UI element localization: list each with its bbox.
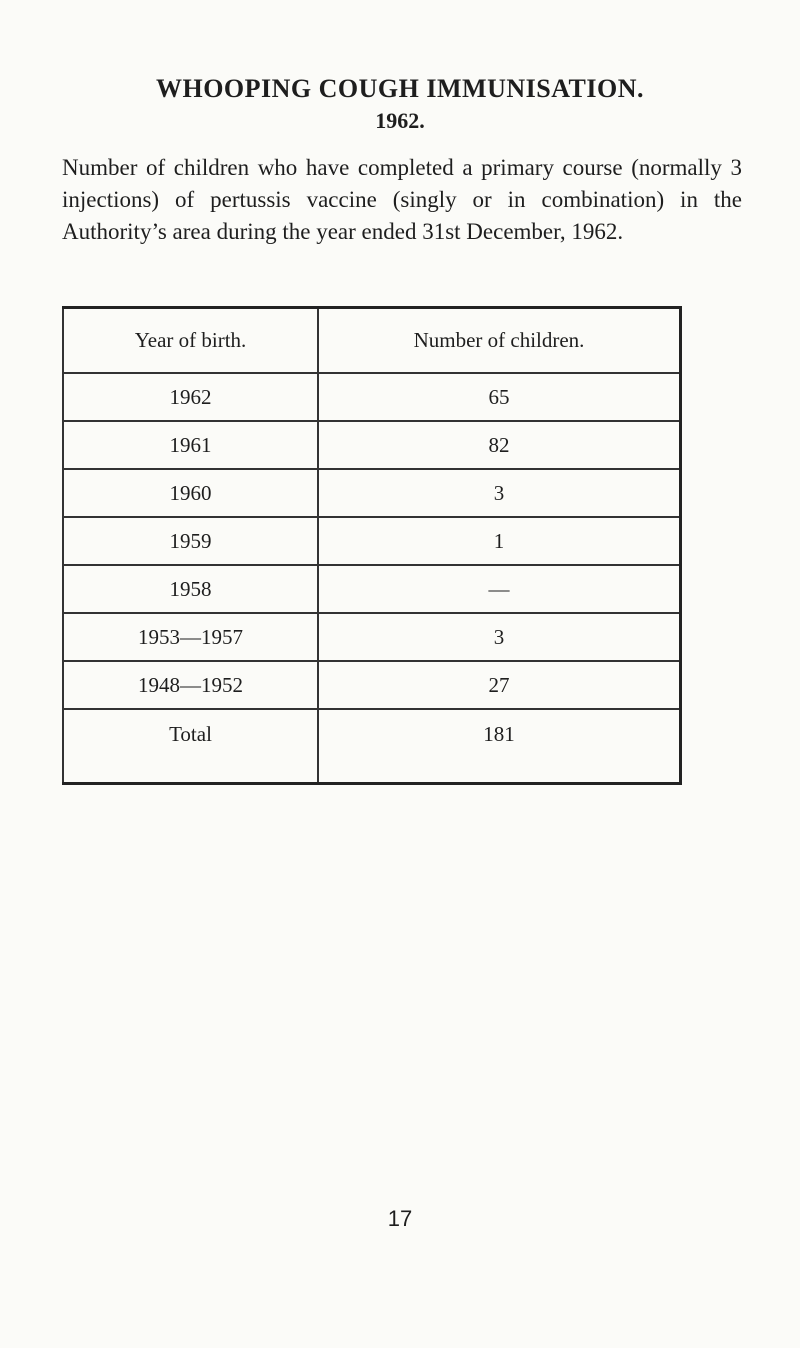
cell-count: 1 — [318, 517, 681, 565]
table-total-row — [63, 709, 681, 784]
cell-year: 1958 — [63, 565, 318, 613]
table-row — [63, 661, 681, 709]
table-header-row — [63, 308, 681, 374]
intro-paragraph: Number of children who have completed a primary course (normally 3 injections) of pertussis vaccine (singly or in combination) in the Authority’s area during the year ended 31st December, 1962. — [62, 155, 742, 244]
cell-year: 1959 — [63, 517, 318, 565]
document-title: WHOOPING COUGH IMMUNISATION. — [155, 74, 645, 103]
page-number: 17 — [387, 1206, 413, 1231]
table-row — [63, 373, 681, 421]
document-year: 1962. — [375, 108, 425, 133]
cell-year: 1962 — [63, 373, 318, 421]
header-year-of-birth: Year of birth. — [63, 308, 318, 374]
table-row — [63, 421, 681, 469]
cell-count: 82 — [318, 421, 681, 469]
cell-count: — — [318, 565, 681, 613]
cell-total-label: Total — [63, 709, 318, 784]
table-row — [63, 469, 681, 517]
cell-year: 1953—1957 — [63, 613, 318, 661]
cell-count: 3 — [318, 469, 681, 517]
header-number-of-children: Number of children. — [318, 308, 681, 374]
table-row — [63, 517, 681, 565]
table-row — [63, 565, 681, 613]
cell-count: 27 — [318, 661, 681, 709]
immunisation-table-wrapper — [62, 306, 682, 785]
cell-count: 3 — [318, 613, 681, 661]
cell-total-count: 181 — [318, 709, 681, 784]
cell-year: 1960 — [63, 469, 318, 517]
cell-year: 1948—1952 — [63, 661, 318, 709]
table-row — [63, 613, 681, 661]
cell-year: 1961 — [63, 421, 318, 469]
immunisation-table — [62, 306, 682, 785]
cell-count: 65 — [318, 373, 681, 421]
